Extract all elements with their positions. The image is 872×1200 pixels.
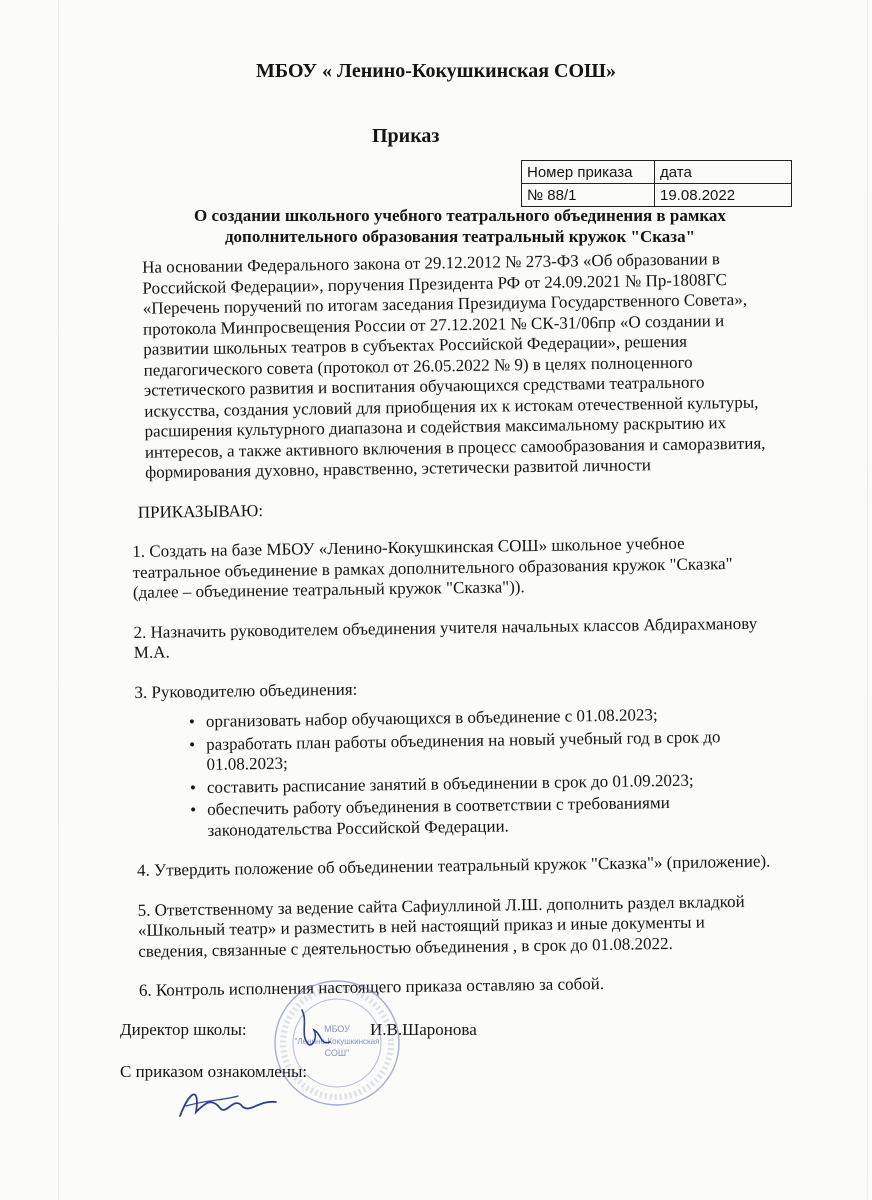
step-item: • организовать набор обучающихся в объединение с 01.08.2023;	[189, 703, 775, 732]
director-signature	[292, 1004, 340, 1052]
legal-basis-paragraph: На основании Федерального закона от 29.12.2012 № 273-ФЗ «Об образовании в Российской Федерации», поручения Президента РФ от 24.09.2021 № Пр-1808ГС «Перечень поручений по итогам заседания Президиума Государственного Совета», протокола Минпросвещения России от 27.12.2021 № СК-31/06пр «О создании и развитии школьных театров в субъектах Российской Федерации», решения педагогического совета (протокол от 26.05.2022 № 9) в целях полноценного эстетического развития и воспитания обучающихся средствами театрального искусства, создания условий для приобщения их к истокам отечественной культуры, расширения культурного диапазона и содействия максимальному раскрытию их интересов, а также активного включения в процесс самообразования и саморазвития, формирования духовно, нравственно, эстетически развитой личности	[141, 249, 766, 482]
order-item-1: 1. Создать на базе МБОУ «Ленино-Кокушкинская СОШ» школьное учебное театральное объединение в рамках дополнительного образования кружок "Сказка" (далее – объединение театральный кружок "Сказка")).	[132, 533, 733, 602]
step-item: • обеспечить работу объединения в соответствии с требованиями законодательства Российской Федерации.	[190, 791, 777, 841]
order-item-6: 6. Контроль исполнения настоящего приказа оставляю за собой.	[138, 974, 605, 1000]
order-table-header-row	[522, 161, 792, 184]
acknowledgement-signature	[176, 1082, 280, 1124]
stamp-line-1: МБОУ	[324, 1024, 350, 1034]
order-info-table	[521, 160, 792, 207]
order-item-3-steps	[135, 703, 777, 841]
order-date-header: дата	[655, 161, 792, 184]
order-number-value: № 88/1	[522, 184, 655, 207]
director-name: И.В.Шаронова	[370, 1020, 477, 1039]
command-heading: ПРИКАЗЫВАЮ:	[137, 500, 264, 522]
order-date-value: 19.08.2022	[655, 184, 792, 207]
order-item-4: 4. Утвердить положение об объединении театральный кружок "Сказка"» (приложение).	[136, 851, 771, 880]
director-role: Директор школы:	[120, 1020, 247, 1039]
order-body	[128, 249, 779, 1002]
order-item-2: 2. Назначить руководителем объединения учителя начальных классов Абдирахманову М.А.	[133, 613, 758, 662]
document-title: Приказ	[372, 125, 440, 147]
stamp-line-2: "Ленино-Кокушкинская	[294, 1037, 380, 1046]
step-item: • составить расписание занятий в объединении в срок до 01.09.2023;	[190, 769, 776, 798]
order-number-header: Номер приказа	[522, 161, 655, 184]
order-item-3: 3. Руководителю объединения:	[134, 679, 358, 702]
order-item-5: 5. Ответственному за ведение сайта Сафиуллиной Л.Ш. дополнить раздел вкладкой «Школьный театр» и разместить в ней настоящий приказ и иные документы и сведения, связанные с деятельностью объединения , в срок до 01.08.2022.	[137, 891, 745, 961]
order-table-value-row	[522, 184, 792, 207]
order-subject: О создании школьного учебного театрального объединения в рамках дополнительного образования театральный кружок "Сказа"	[194, 206, 726, 246]
scan-edge-right	[867, 0, 868, 1200]
stamp-line-3: СОШ"	[324, 1048, 350, 1058]
acknowledgement-label: С приказом ознакомлены:	[120, 1062, 308, 1081]
step-item: • разработать план работы объединения на новый учебный год в срок до 01.08.2023;	[189, 726, 776, 776]
scan-edge-left	[58, 0, 59, 1200]
school-name: МБОУ « Ленино-Кокушкинская СОШ»	[255, 60, 617, 82]
